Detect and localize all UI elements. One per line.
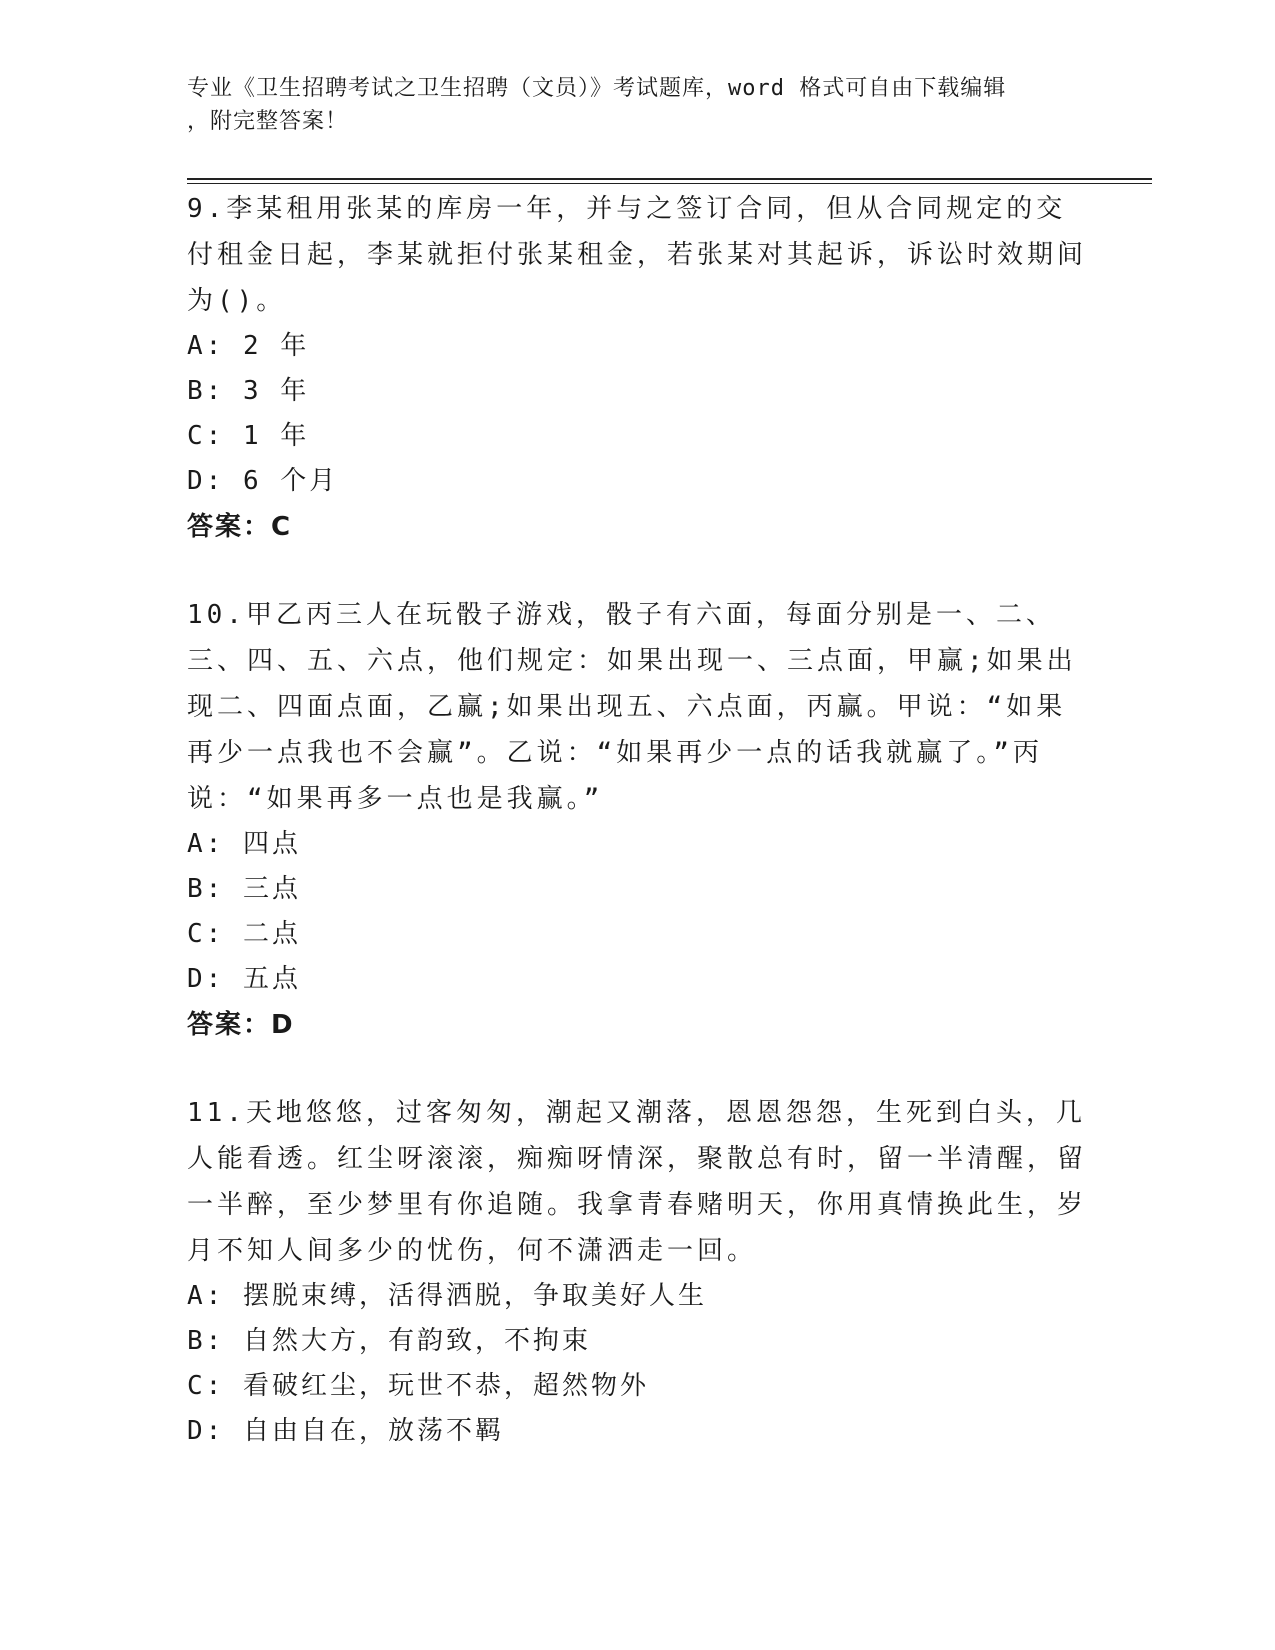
answer-line: 答案：D (187, 1010, 295, 1040)
header-line-2: ，附完整答案！ (187, 109, 349, 134)
question-stem: 9.李某租用张某的库房一年，并与之签订合同，但从合同规定的交付租金日起，李某就拒付张某租金，若张某对其起诉，诉讼时效期间为()。 (187, 194, 1088, 316)
answer-line: 答案：C (187, 512, 293, 542)
header-divider-thick (187, 178, 1152, 180)
question-9 (187, 186, 1092, 550)
header-line-1: 专业《卫生招聘考试之卫生招聘（文员）》考试题库，word 格式可自由下载编辑 (187, 76, 1007, 101)
option-a: A: 摆脱束缚，活得洒脱，争取美好人生 (187, 1281, 707, 1311)
question-10 (187, 592, 1092, 1048)
question-stem: 10.甲乙丙三人在玩骰子游戏，骰子有六面，每面分别是一、二、三、四、五、六点，他们规定：如果出现一、三点面，甲赢;如果出现二、四面点面，乙赢;如果出现五、六点面，丙赢。甲说：“如果再少一点我也不会赢”。乙说：“如果再少一点的话我就赢了。”丙说：“如果再多一点也是我赢。” (187, 600, 1077, 814)
option-b: B: 三点 (187, 874, 301, 904)
option-c: C: 二点 (187, 919, 301, 949)
option-d: D: 自由自在，放荡不羁 (187, 1416, 504, 1446)
question-list (187, 186, 1092, 1496)
option-a: A: 四点 (187, 829, 301, 859)
option-d: D: 6 个月 (187, 466, 339, 496)
option-c: C: 1 年 (187, 421, 310, 451)
question-11 (187, 1090, 1092, 1454)
option-a: A: 2 年 (187, 331, 310, 361)
option-d: D: 五点 (187, 964, 301, 994)
option-c: C: 看破红尘，玩世不恭，超然物外 (187, 1371, 649, 1401)
header-divider-thin (187, 183, 1152, 184)
option-b: B: 3 年 (187, 376, 310, 406)
document-header (187, 72, 1067, 138)
option-b: B: 自然大方，有韵致，不拘束 (187, 1326, 591, 1356)
question-stem: 11.天地悠悠，过客匆匆，潮起又潮落，恩恩怨怨，生死到白头，几人能看透。红尘呀滚滚，痴痴呀情深，聚散总有时，留一半清醒，留一半醉，至少梦里有你追随。我拿青春赌明天，你用真情换此生，岁月不知人间多少的忧伤，何不潇洒走一回。 (187, 1098, 1088, 1266)
